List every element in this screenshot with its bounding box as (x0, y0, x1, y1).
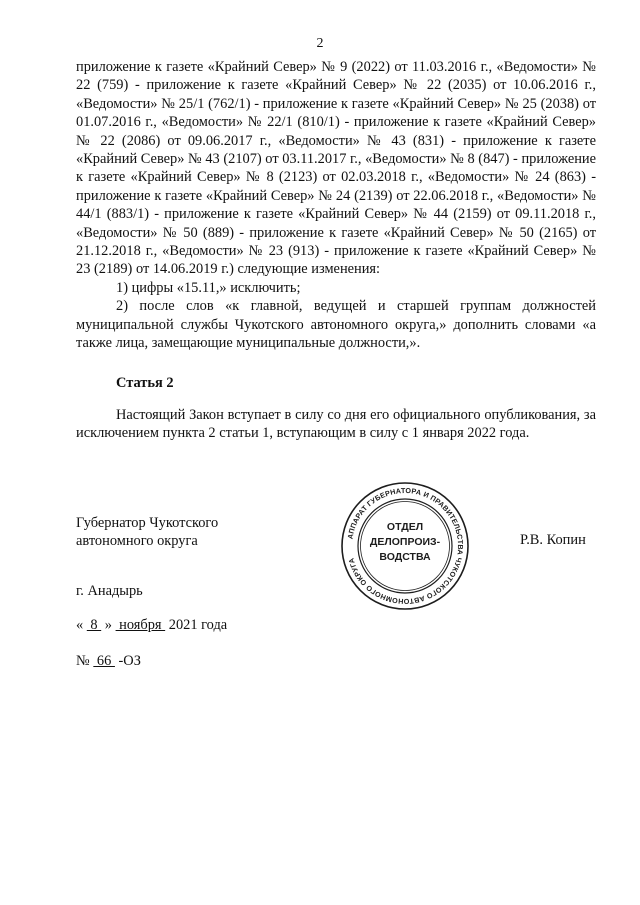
signer-title (76, 514, 218, 550)
signer-title-line-2: автономного округа (76, 533, 198, 549)
date-day: 8 (86, 617, 102, 633)
date-close-quote: » (101, 617, 116, 633)
date-year: 2021 года (165, 617, 228, 633)
law-number-value: 66 (93, 653, 115, 669)
amendment-paragraph: приложение к газете «Крайний Север» № 9 (2022) от 11.03.2016 г., «Ведомости» № 22 (759) - приложение к газете «Крайний Север» № 22 (2035) от 10.06.2016 г., «Ведомости» № 25/1 (762/1) - приложение к газете «Крайний Север» № 25 (2038) от 01.07.2016 г., «Ведомости» № 22/1 (810/1) - приложение к газете «Крайний Север» № 22 (2086) от 09.06.2017 г., «Ведомости» № 43 (831) - приложение к газете «Крайний Север» № 43 (2107) от 03.11.2017 г., «Ведомости» № 8 (847) - приложение к газете «Крайний Север» № 8 (2123) от 02.03.2018 г., «Ведомости» № 24 (863) - приложение к газете «Крайний Север» № 24 (2139) от 22.06.2018 г., «Ведомости» № 44/1 (883/1) - приложение к газете «Крайний Север» № 44 (2159) от 09.11.2018 г., «Ведомости» № 50 (889) - приложение к газете «Крайний Север» № 50 (2165) от 21.12.2018 г., «Ведомости» № 23 (913) - приложение к газете «Крайний Север» № 23 (2189) от 14.06.2019 г.) следующие изменения: (76, 59, 596, 278)
seal-center-line-2: ДЕЛОПРОИЗ- (369, 536, 441, 548)
seal-center-line-1: ОТДЕЛ (386, 521, 424, 533)
law-number (76, 652, 141, 670)
official-seal (340, 481, 470, 611)
amendment-item-1: 1) цифры «15.11,» исключить; (116, 279, 301, 296)
signer-title-line-1: Губернатор Чукотского (76, 515, 219, 531)
signer-name: Р.В. Копин (520, 532, 586, 548)
article-2-paragraph: Настоящий Закон вступает в силу со дня его официального опубликования, за исключением пункта 2 статьи 1, вступающим в силу с 1 января 2022 года. (76, 407, 596, 442)
law-number-suffix: -ОЗ (114, 653, 141, 669)
date-open-quote: « (76, 617, 87, 633)
signing-date (76, 616, 227, 634)
amendment-item-2: 2) после слов «к главной, ведущей и старшей группам должностей муниципальной службы Чукотского автономного округа,» дополнить словами «а также лица, замещающие муниципальные должности,». (76, 298, 596, 352)
article-2-heading: Статья 2 (116, 375, 174, 391)
signing-city: г. Анадырь (76, 583, 143, 599)
law-number-prefix: № (76, 653, 94, 669)
date-month: ноября (115, 617, 166, 633)
seal-ring-text: АППАРАТ ГУБЕРНАТОРА И ПРАВИТЕЛЬСТВА ЧУКОТСКОГО АВТОНОМНОГО ОКРУГА (345, 485, 466, 607)
seal-center-line-3: ВОДСТВА (379, 551, 431, 563)
article-2-text (76, 406, 596, 443)
page-number: 2 (316, 36, 324, 51)
document-body (76, 58, 596, 353)
